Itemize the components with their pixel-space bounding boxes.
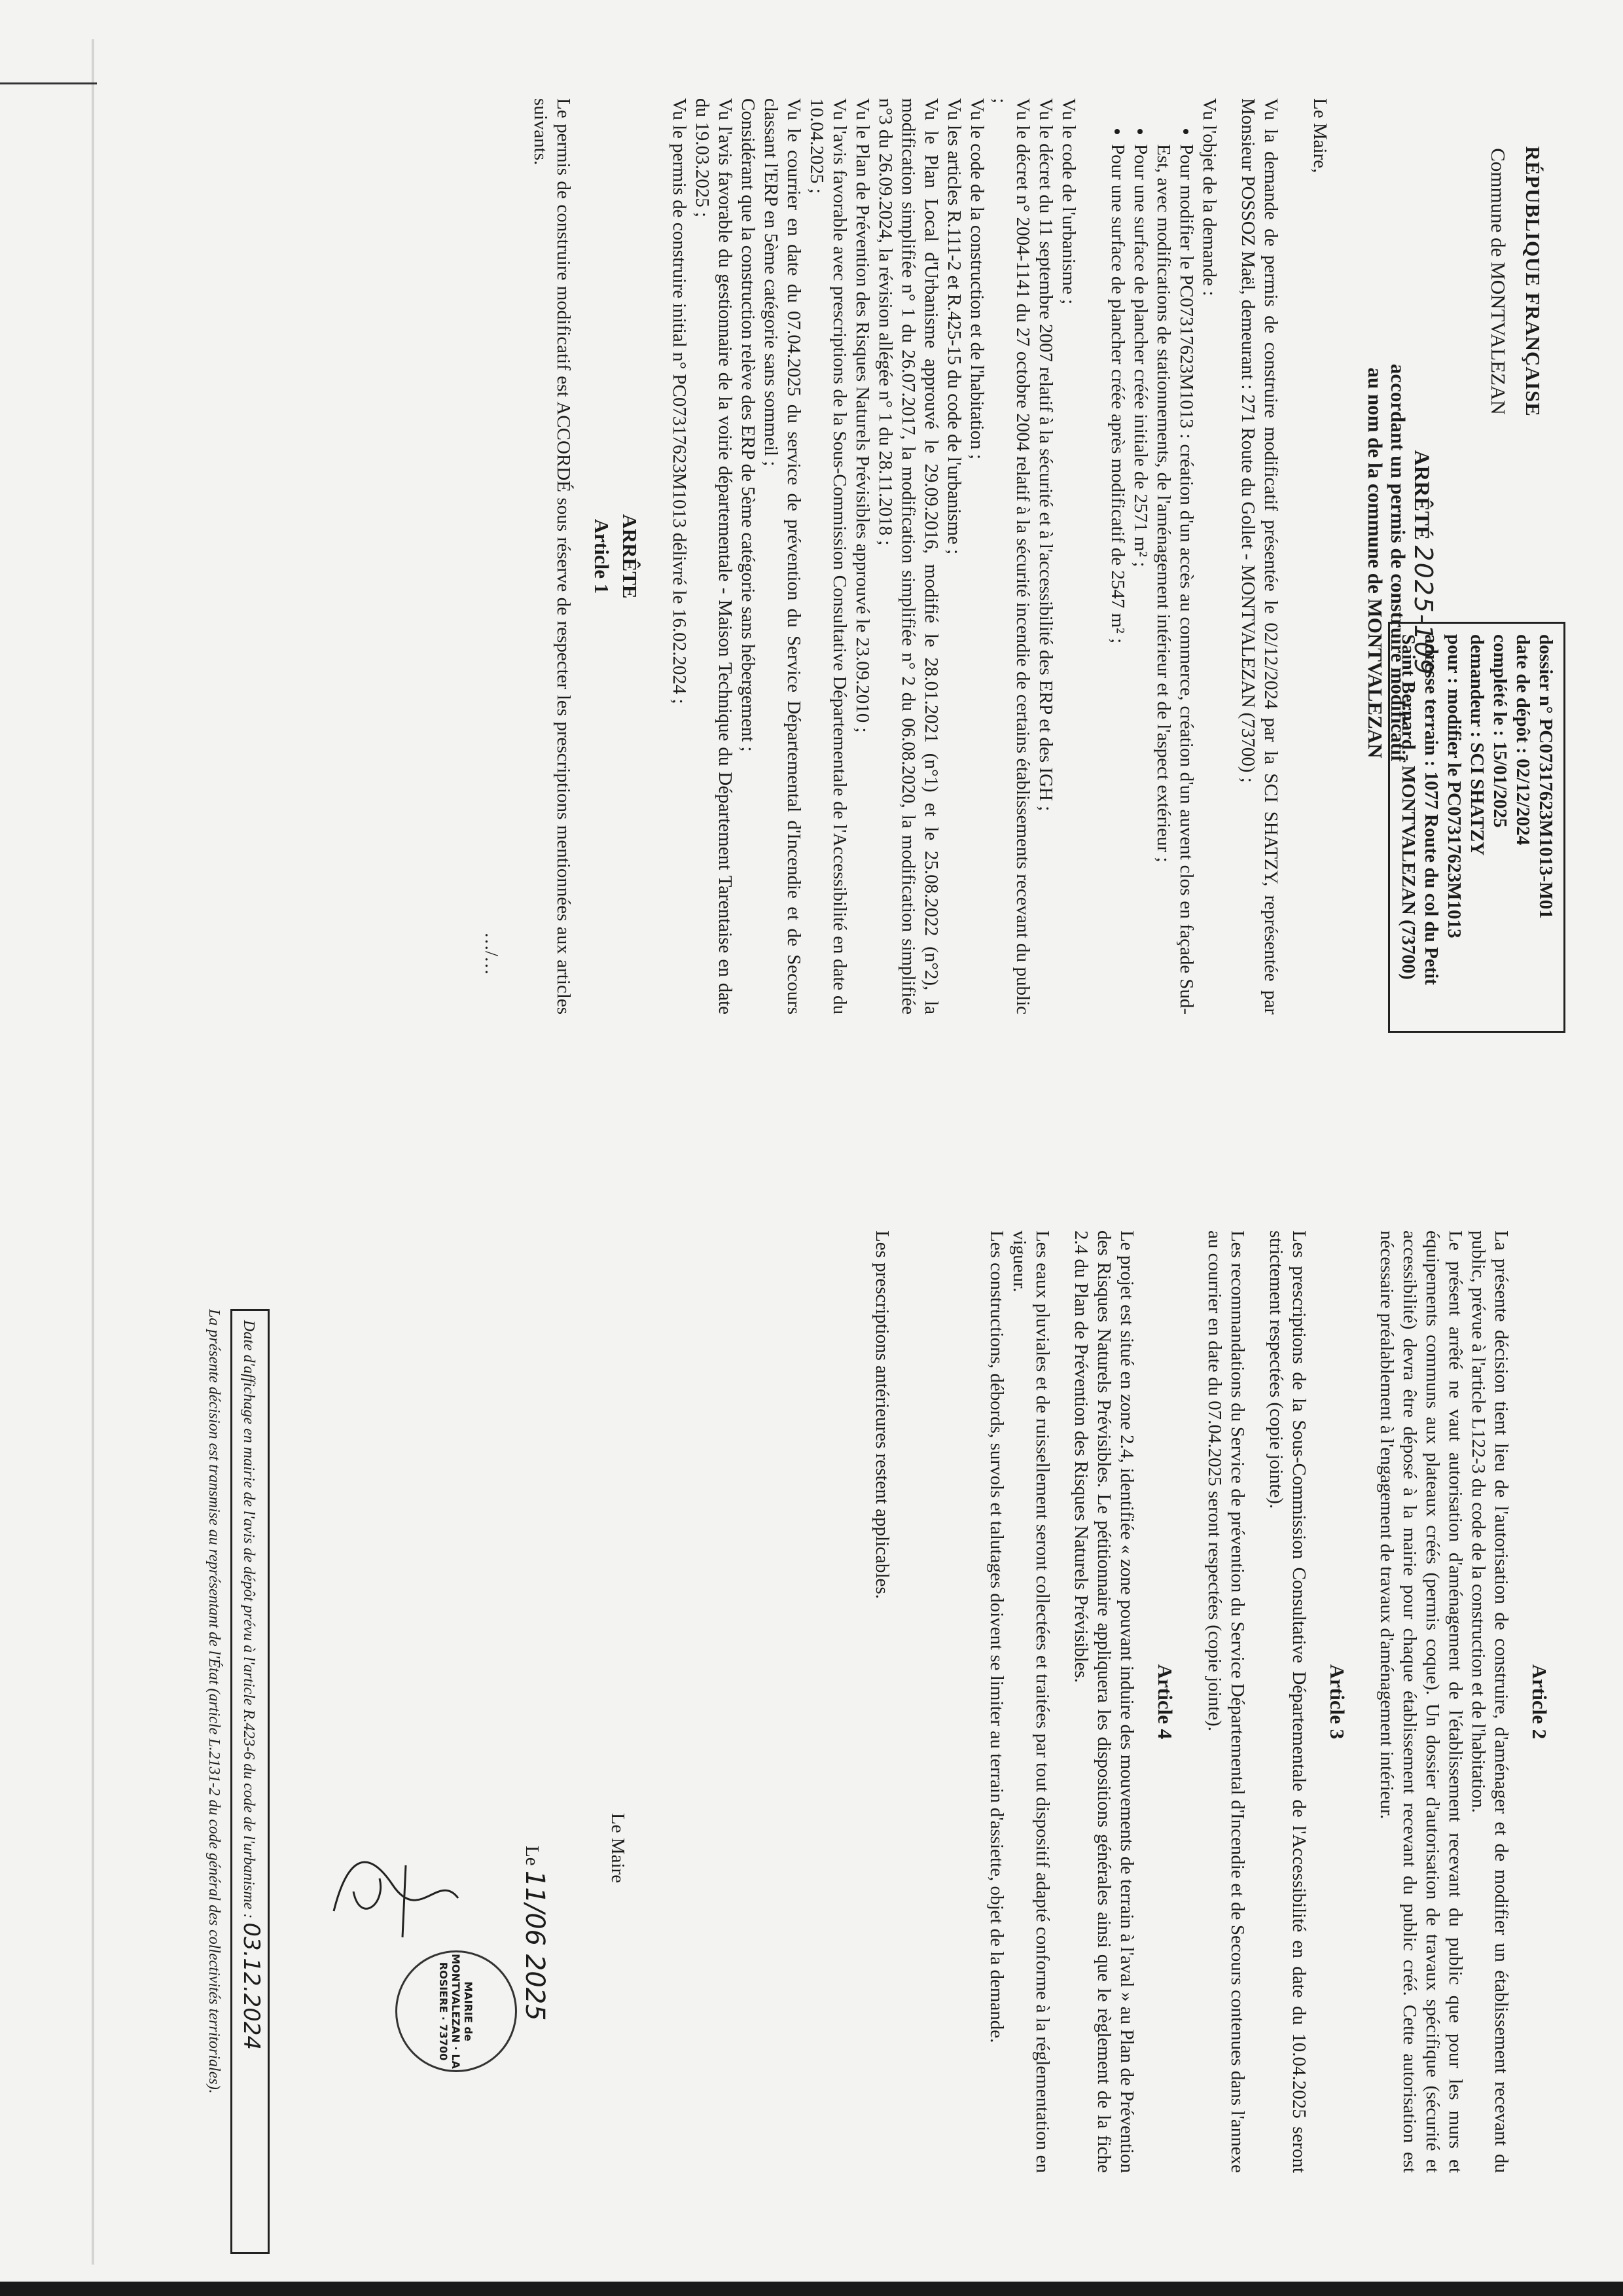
vu-objet: Vu l'objet de la demande : [1199,98,1220,296]
left-column [480,98,1544,1014]
title-subtitle-1: accordant un permis de construire modificatif [1387,363,1410,762]
signature-date-handwritten: 11/06 2025 [520,1870,550,2021]
list-item: • Pour une surface de plancher créée après modificatif de 2547 m² ; [1106,144,1129,1014]
article-3-p1: Les prescriptions de la Sous-Commission Consultative Départementale de l'Accessibilité en date du 10.04.2025 seront strictement respectées (copie jointe). [1266,1230,1310,2173]
dossier-adresse-2: Saint Bernard - MONTVALEZAN (73700) [1398,634,1419,980]
arrete-number: 2025-109 [1409,545,1438,676]
list-item: • Pour modifier le PC07317623M1013 : création d'un accès au commerce, création d'un auvent clos en façade Sud-Est, avec modifications de stationnements, de l'aménagement intérieur et de l'aspect extérieur ; [1152,144,1198,1014]
dossier-complete: complété le : 15/01/2025 [1489,634,1510,828]
mairie-stamp [395,1950,517,2072]
visa-item: Vu le courrier en date du 07.04.2025 du service de prévention du Service Départemental d'Incendie et de Secours classant l'ERP en 5ème catégorie sans sommeil ; [760,98,804,1014]
visa-item: Vu l'avis favorable avec prescriptions de la Sous-Commission Consultative Départementale de l'Accessibilité en date du 10.04.2025 ; [806,98,850,1014]
dossier-demandeur: demandeur : SCI SHATZY [1467,634,1488,856]
arrete-heading: ARRÊTE [618,514,641,599]
list-item: • Pour une surface de plancher créée initiale de 2571 m² ; [1129,144,1152,1014]
affichage-box [230,1309,270,2254]
scan-bottom-edge [0,2282,1623,2296]
mayor-signature-image [321,1846,465,1950]
visa-item: Vu le Plan de Prévention des Risques Naturels Prévisibles approuvé le 23.09.2010 ; [852,98,873,733]
article-4-p3: Les constructions, débords, survols et talutages doivent se limiter au terrain d'assiette, objet de la demande. [986,1230,1007,2043]
article-4-p2: Les eaux pluviales et de ruissellement seront collectées et traitées par tout dispositif adapté conforme à la réglementation en vigueur. [1009,1230,1053,2173]
article-4-p1: Le projet est situé en zone 2.4, identifiée « zone pouvant induire des mouvements de terrain à l'aval » au Plan de Prévention des Risques Naturels Prévisibles. Le pétitionnaire appliquera les dispositions générales ainsi que le règlement de la fiche 2.4 du Plan de Prévention des Risques Naturels Prévisibles. [1071,1230,1137,2173]
article-2-heading: Article 2 [1528,1664,1551,1740]
visas-list [668,98,1080,1014]
affichage-text: Date d'affichage en mairie de l'avis de dépôt prévu à l'article R.423-6 du code de l'urbanisme : [240,1320,257,1919]
dossier-box [1388,622,1565,1033]
signature-date-prefix: Le [522,1846,543,1866]
continuation-mark: …/… [481,931,502,975]
article-1-heading: Article 1 [590,518,613,594]
article-2-p1: La présente décision tient lieu de l'autorisation de construire, d'aménager et de modifier un établissement recevant du public, prévue à l'article L122-3 du code de la construction et de l'habitation. [1468,1230,1512,2173]
dossier-adresse: adresse terrain : 1077 Route du col du Petit [1421,634,1442,985]
arrete-label: ARRÊTÉ [1410,450,1433,541]
article-2-p2: Le présent arrêté ne vaut autorisation d'aménagement de l'établissement recevant du public que pour les murs et équipements communs aux plateaux créés (permis coque). Un dossier d'autorisation de travaux spécifique (sécurité et accessibilité) devra être déposé à la mairie pour chaque établissement recevant du public créé. Cette autorisation est nécessaire préalablement à l'engagement de travaux d'aménagement intérieur. [1376,1230,1466,2173]
commune-heading: Commune de MONTVALEZAN [1487,148,1510,415]
visa-item: Vu les articles R.111-2 et R.425-15 du code de l'urbanisme ; [944,98,965,555]
article-1-text: Le permis de construire modificatif est ACCORDÉ sous réserve de respecter les prescriptions mentionnées aux articles suivants. [530,98,574,1014]
visa-item: Vu le code de l'urbanisme ; [1058,98,1079,305]
dossier-number: dossier n° PC07317623M1013-M01 [1535,634,1556,919]
dossier-date-depot: date de dépôt : 02/12/2024 [1512,634,1533,846]
signer-title: Le Maire [607,1813,628,1884]
transmission-note: La présente décision est transmise au représentant de l'État (article L.2131-2 du code général des collectivités territoriales). [205,1309,223,2094]
article-4-heading: Article 4 [1154,1664,1177,1740]
visa-item: Vu le Plan Local d'Urbanisme approuvé le 29.09.2016, modifié le 28.01.2021 (n°1) et le 25.08.2022 (n°2), la modification simplifiée n° 1 du 26.07.2017, la modification simplifiée n° 2 du 06.08.2020, la modification simplifiée n°3 du 26.09.2024, la révision allégée n° 1 du 28.11.2018 ; [875,98,942,1014]
article-3-heading: Article 3 [1326,1664,1349,1740]
visa-item: Vu l'avis favorable du gestionnaire de la voirie départementale - Maison Technique du Département Tarentaise en date du 19.03.2025 ; [692,98,736,1014]
visa-item: Vu le code de la construction et de l'habitation ; [967,98,988,459]
affichage-date: 03.12.2024 [238,1922,264,2050]
republic-heading: RÉPUBLIQUE FRANÇAISE [1522,146,1544,417]
header [1487,98,1544,465]
vu-demande: Vu la demande de permis de construire modificatif présentée le 02/12/2024 par la SCI SHATZY, représentée par Monsieur POSSOZ Maël, demeurant : 271 Route du Gollet - MONTVALEZAN (73700) ; [1238,98,1281,1014]
right-column [870,1230,1551,2173]
article-3-p2: Les recommandations du Service de prévention du Service Départemental d'Incendie et de Secours contenues dans l'annexe au courrier en date du 07.04.2025 seront respectées (copie jointe). [1204,1230,1248,2173]
visa-item: Vu le décret n° 2004-1141 du 27 octobre 2004 relatif à la sécurité incendie de certains établissements recevant du public ; [990,98,1033,1014]
visa-item: Vu le décret du 11 septembre 2007 relatif à la sécurité et à l'accessibilité des ERP et des IGH ; [1035,98,1056,812]
signature-date [520,1846,550,2021]
objet-list [1106,98,1198,1014]
stamp-text: MAIRIE de MONTVALEZAN · LA ROSIERE · 73700 [437,1954,475,2069]
visa-item: Considérant que la construction relève des ERP de 5ème catégorie sans hébergement ; [738,98,758,752]
title-subtitle-2: au nom de la commune de MONTVALEZAN [1364,367,1387,759]
le-maire-intro: Le Maire, [1310,98,1330,173]
dossier-objet: pour : modifier le PC07317623M1013 [1444,634,1465,939]
prescriptions-line: Les prescriptions antérieures restent applicables. [872,1230,893,1599]
visa-item: Vu le permis de construire initial n° PC07317623M1013 délivré le 16.02.2024 ; [669,98,690,704]
